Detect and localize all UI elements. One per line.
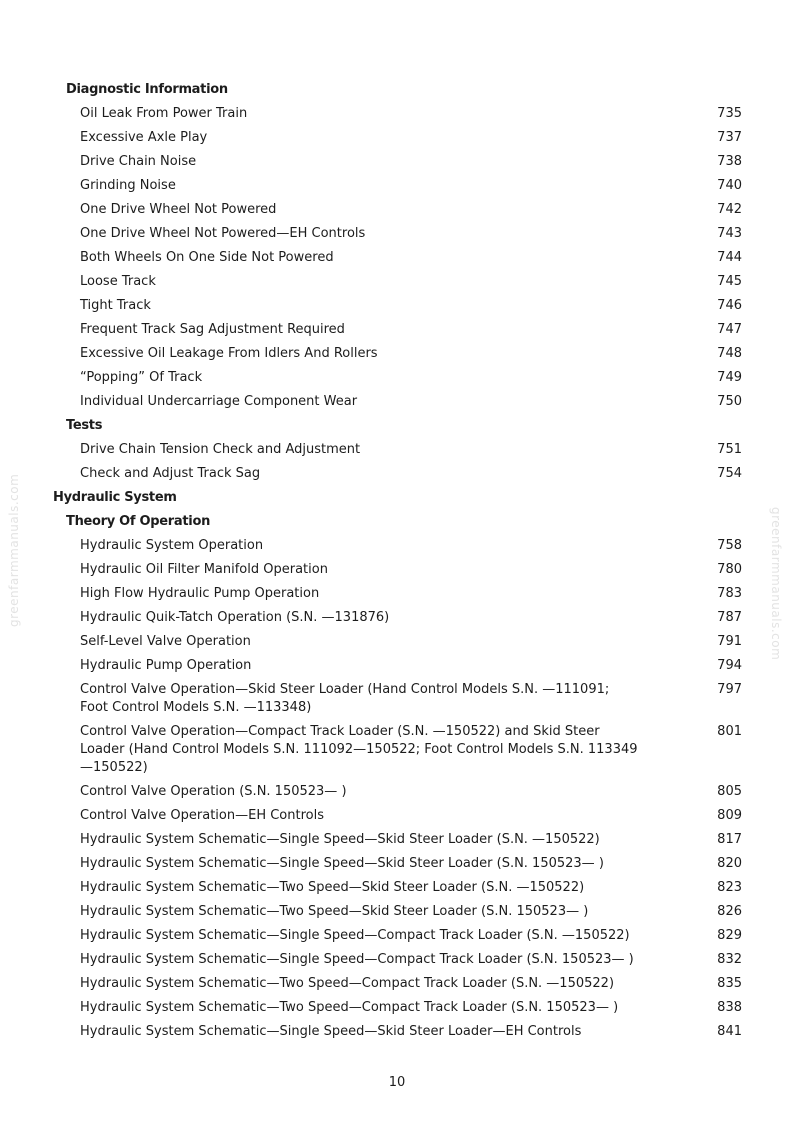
toc-entry-page: 743 [717,226,742,241]
toc-entry-title: Self-Level Valve Operation [80,634,251,649]
toc-entry-page: 797 [717,682,742,697]
toc-entry-title: Hydraulic System Operation [80,538,264,553]
toc-entry-title: Control Valve Operation—EH Controls [80,808,324,823]
toc-entry[interactable] [0,804,794,828]
toc-entry-title: Frequent Track Sag Adjustment Required [80,322,345,337]
toc-entry[interactable] [0,780,794,804]
toc-entry-title: Hydraulic Pump Operation [80,658,252,673]
toc-entry-title: Hydraulic System Schematic—Two Speed—Compact Track Loader (S.N. —150522) [80,976,615,991]
toc-entry[interactable] [0,876,794,900]
toc-entry-page: 746 [717,298,742,313]
toc-entry-title: Hydraulic System Schematic—Two Speed—Skid Steer Loader (S.N. —150522) [80,880,585,895]
toc-entry-page: 751 [717,442,742,457]
toc-entry-page: 823 [717,880,742,895]
table-of-contents [0,78,794,1044]
toc-entry[interactable] [0,366,794,390]
toc-entry-title: Hydraulic System Schematic—Two Speed—Skid Steer Loader (S.N. 150523— ) [80,904,589,919]
toc-entry[interactable] [0,1020,794,1044]
toc-entry[interactable] [0,270,794,294]
toc-entry-title: One Drive Wheel Not Powered [80,202,277,217]
toc-entry-page: 747 [717,322,742,337]
section-heading-theory: Theory Of Operation [66,514,211,529]
toc-entry[interactable] [0,996,794,1020]
toc-entry-page: 744 [717,250,742,265]
toc-entry-title: Loose Track [80,274,156,289]
toc-entry[interactable] [0,558,794,582]
page-number: 10 [388,1075,406,1090]
toc-entry-page: 817 [717,832,742,847]
toc-entry[interactable] [0,534,794,558]
toc-entry-title: One Drive Wheel Not Powered—EH Controls [80,226,366,241]
toc-entry-page: 780 [717,562,742,577]
toc-entry-page: 791 [717,634,742,649]
toc-entry-title: “Popping” Of Track [80,370,203,385]
chapter-heading-hydraulic: Hydraulic System [53,490,177,505]
toc-entry-page: 742 [717,202,742,217]
toc-entry-page: 737 [717,130,742,145]
toc-entry-title: Control Valve Operation (S.N. 150523— ) [80,784,347,799]
toc-entry-title: Control Valve Operation—Compact Track Loader (S.N. —150522) and Skid Steer Loader (Hand Control Models S.N. 111092—150522; Foot Control Models S.N. 113349—150522) [80,724,638,775]
watermark-right: greenfarmmanuals.com [769,507,783,661]
toc-entry-title: Excessive Axle Play [80,130,208,145]
toc-entry[interactable] [0,438,794,462]
toc-list-tests [0,438,794,486]
toc-entry-page: 783 [717,586,742,601]
section-heading-diagnostic: Diagnostic Information [66,82,228,97]
toc-entry[interactable] [0,606,794,630]
section-heading-tests: Tests [66,418,103,433]
toc-entry-page: 750 [717,394,742,409]
toc-entry[interactable] [0,630,794,654]
toc-entry-title: Individual Undercarriage Component Wear [80,394,358,409]
toc-entry-page: 835 [717,976,742,991]
toc-list-theory [0,534,794,1044]
toc-entry-page: 820 [717,856,742,871]
toc-entry[interactable] [0,654,794,678]
toc-entry-page: 794 [717,658,742,673]
toc-list-diagnostic [0,102,794,414]
toc-entry[interactable] [0,720,794,780]
toc-entry[interactable] [0,126,794,150]
toc-entry-page: 805 [717,784,742,799]
toc-entry-page: 758 [717,538,742,553]
toc-entry-title: High Flow Hydraulic Pump Operation [80,586,320,601]
toc-entry[interactable] [0,948,794,972]
toc-entry-title: Hydraulic System Schematic—Single Speed—Skid Steer Loader (S.N. 150523— ) [80,856,604,871]
toc-entry-page: 738 [717,154,742,169]
toc-entry[interactable] [0,678,794,720]
toc-entry[interactable] [0,102,794,126]
toc-entry[interactable] [0,198,794,222]
toc-entry-title: Hydraulic System Schematic—Single Speed—Skid Steer Loader—EH Controls [80,1024,582,1039]
toc-entry-title: Drive Chain Noise [80,154,197,169]
toc-entry-title: Hydraulic System Schematic—Single Speed—Skid Steer Loader (S.N. —150522) [80,832,600,847]
toc-entry-title: Control Valve Operation—Skid Steer Loader (Hand Control Models S.N. —111091; Foot Control Models S.N. —113348) [80,682,610,715]
toc-entry[interactable] [0,150,794,174]
toc-entry-title: Drive Chain Tension Check and Adjustment [80,442,361,457]
toc-entry[interactable] [0,462,794,486]
toc-entry[interactable] [0,342,794,366]
toc-entry-title: Hydraulic System Schematic—Single Speed—Compact Track Loader (S.N. 150523— ) [80,952,634,967]
toc-entry[interactable] [0,828,794,852]
toc-entry-title: Oil Leak From Power Train [80,106,248,121]
toc-entry-page: 749 [717,370,742,385]
toc-entry-page: 829 [717,928,742,943]
toc-entry-title: Hydraulic Quik-Tatch Operation (S.N. —131876) [80,610,390,625]
toc-entry-page: 754 [717,466,742,481]
toc-entry[interactable] [0,582,794,606]
toc-entry-title: Hydraulic Oil Filter Manifold Operation [80,562,328,577]
toc-entry-title: Tight Track [80,298,151,313]
toc-entry[interactable] [0,294,794,318]
toc-entry-page: 745 [717,274,742,289]
toc-entry[interactable] [0,318,794,342]
toc-entry-page: 740 [717,178,742,193]
toc-entry[interactable] [0,390,794,414]
toc-entry[interactable] [0,852,794,876]
toc-entry-page: 841 [717,1024,742,1039]
toc-entry-page: 801 [717,724,742,739]
toc-entry-page: 748 [717,346,742,361]
toc-entry-page: 735 [717,106,742,121]
toc-entry-page: 838 [717,1000,742,1015]
toc-entry-title: Grinding Noise [80,178,176,193]
toc-entry-page: 787 [717,610,742,625]
toc-entry-title: Hydraulic System Schematic—Two Speed—Compact Track Loader (S.N. 150523— ) [80,1000,619,1015]
toc-entry-title: Check and Adjust Track Sag [80,466,261,481]
toc-entry[interactable] [0,924,794,948]
toc-entry[interactable] [0,972,794,996]
toc-entry[interactable] [0,174,794,198]
watermark-left: greenfarmmanuals.com [7,473,21,627]
toc-entry-page: 832 [717,952,742,967]
toc-entry[interactable] [0,222,794,246]
toc-entry-title: Both Wheels On One Side Not Powered [80,250,334,265]
toc-entry[interactable] [0,900,794,924]
toc-entry-title: Hydraulic System Schematic—Single Speed—Compact Track Loader (S.N. —150522) [80,928,630,943]
toc-entry-page: 809 [717,808,742,823]
toc-entry-page: 826 [717,904,742,919]
toc-entry-title: Excessive Oil Leakage From Idlers And Rollers [80,346,378,361]
toc-entry[interactable] [0,246,794,270]
